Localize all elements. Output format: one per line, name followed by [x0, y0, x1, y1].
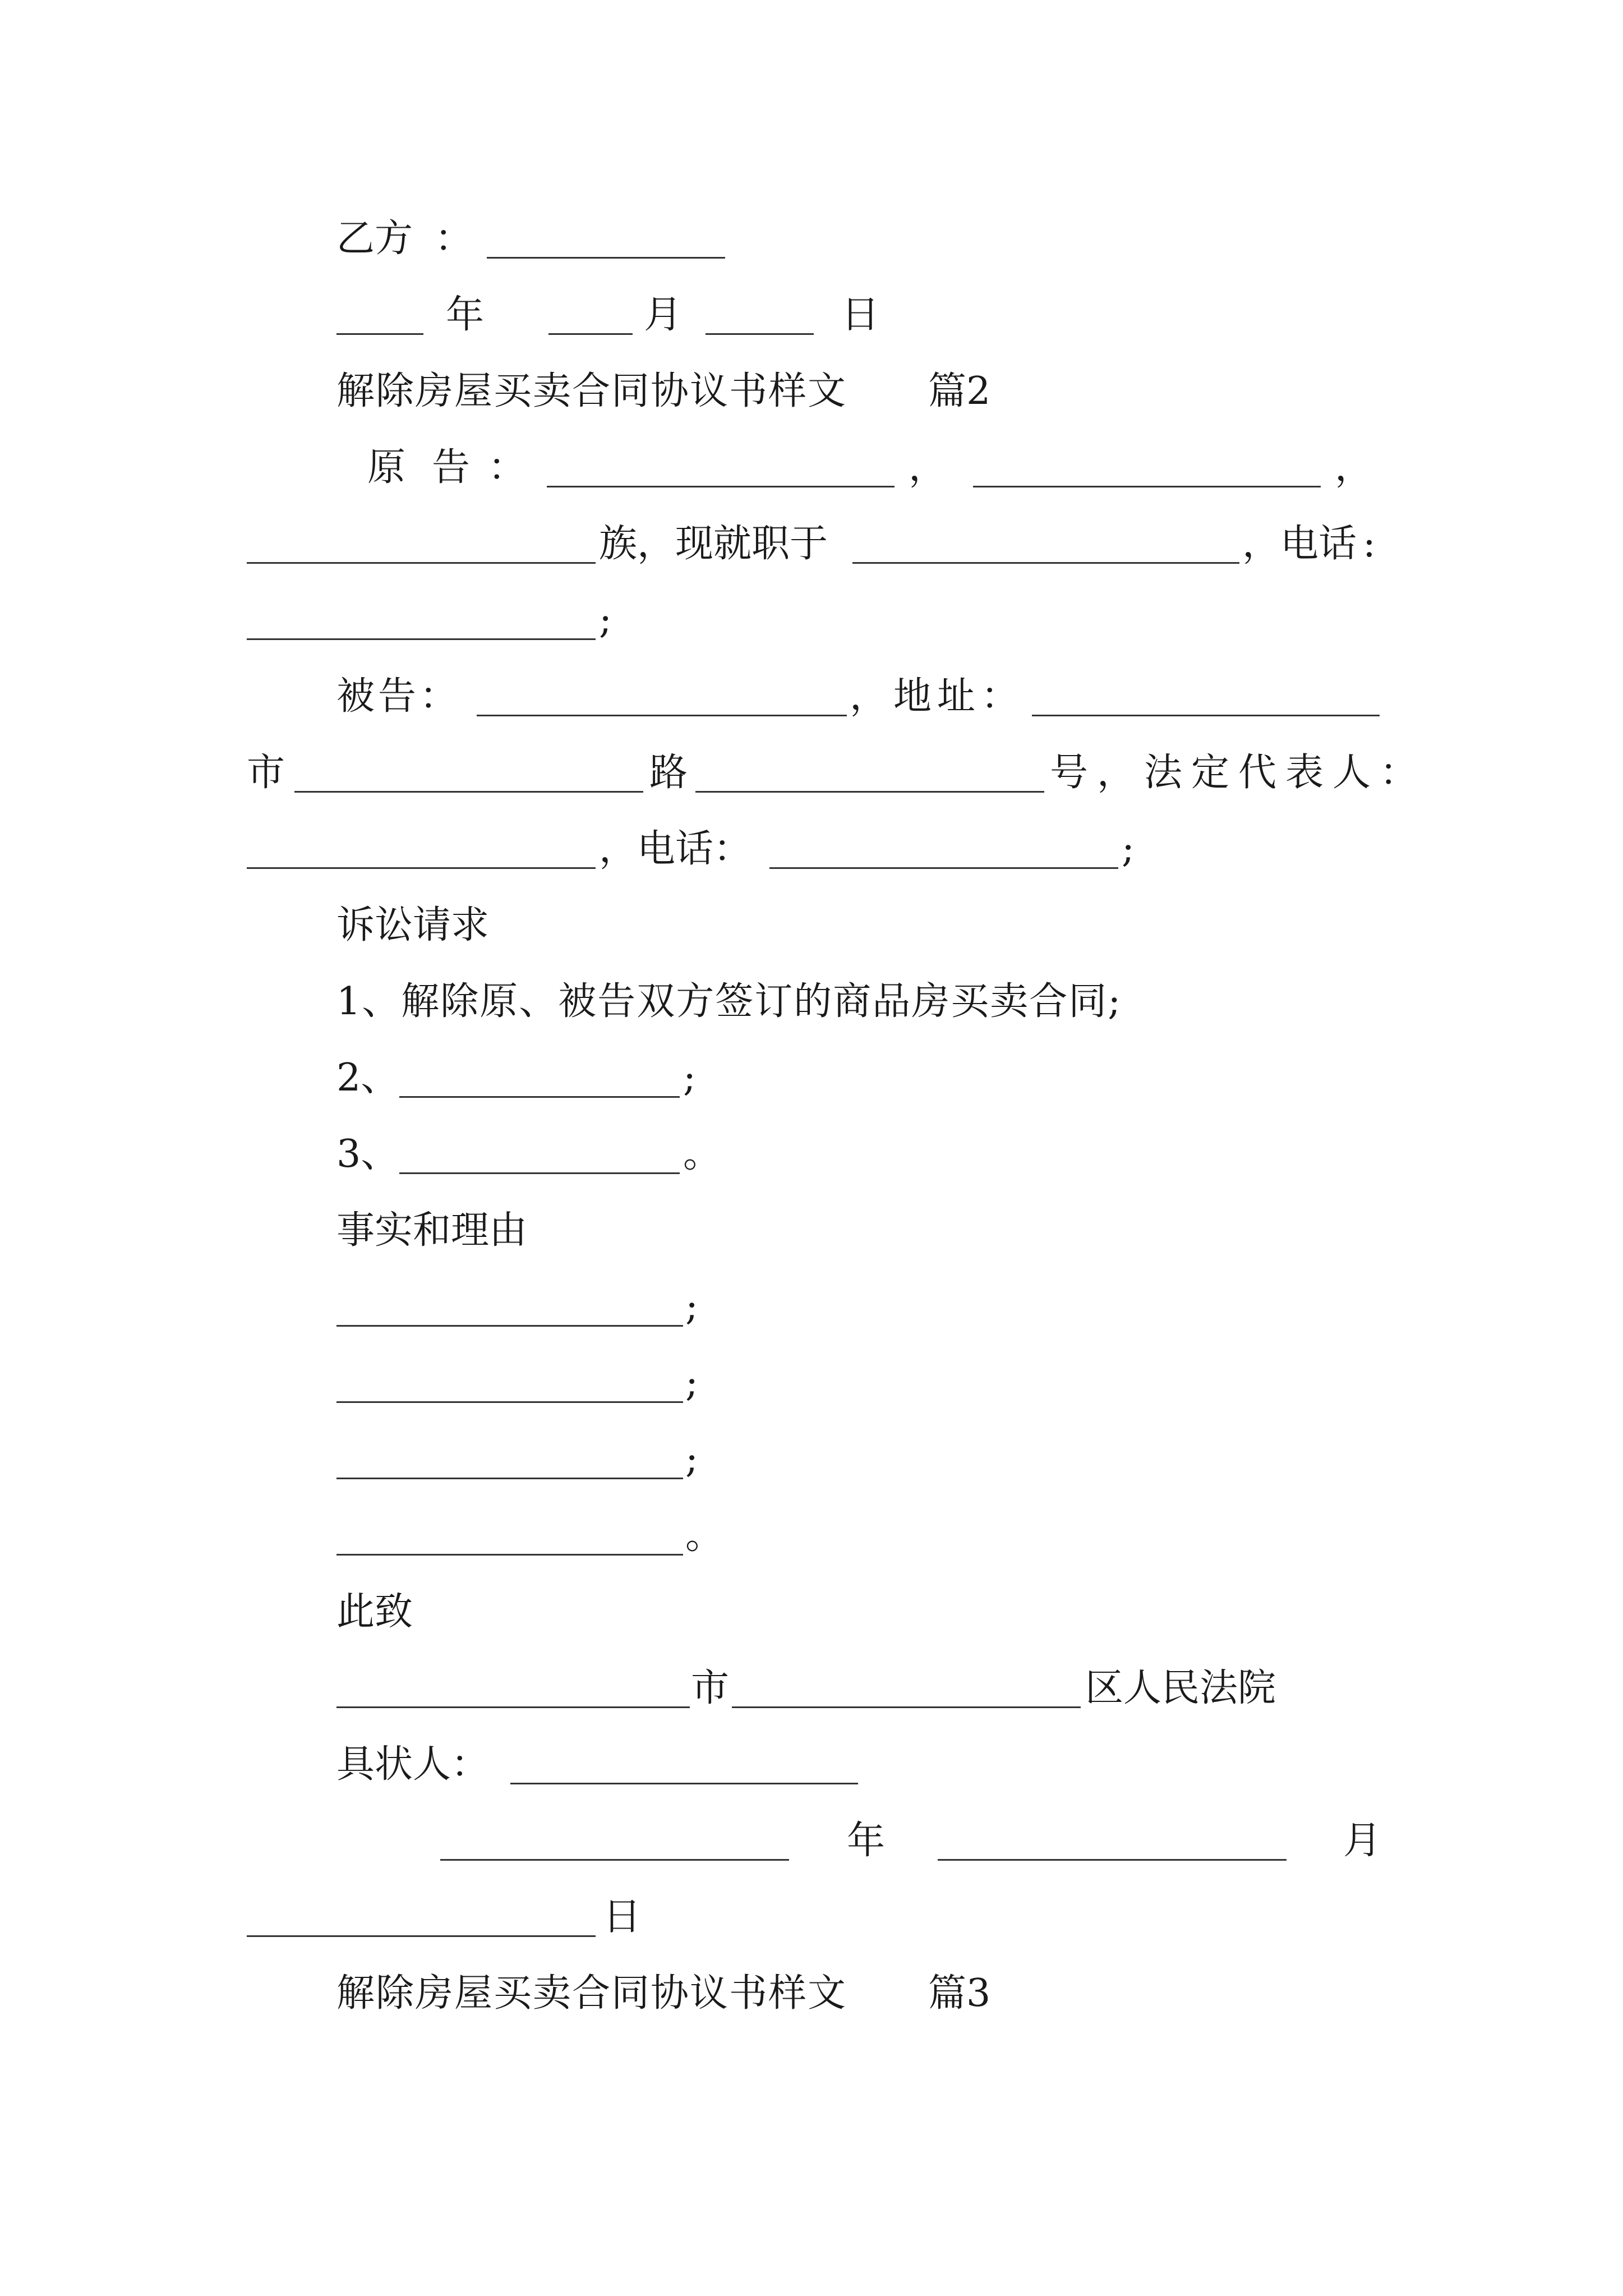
closing-court-line [0, 1655, 1623, 1722]
closing-respect-line [0, 1579, 1623, 1646]
closing-year: 年 [847, 1819, 886, 1863]
heading-3-number: 篇3 [928, 1971, 991, 2016]
defendant-semicolon: ; [1122, 827, 1135, 871]
claims-title-line [0, 892, 1623, 959]
closing-court-name: 区人民法院 [1085, 1666, 1276, 1710]
date-top-day: 日 [841, 293, 880, 337]
closing-day: 日 [603, 1895, 642, 1939]
plaintiff-name-blank[interactable] [547, 486, 895, 487]
closing-court-city: 市 [691, 1666, 730, 1710]
plaintiff-nation-blank[interactable] [247, 562, 596, 564]
facts-line-1-end: ; [685, 1285, 698, 1329]
defendant-line-2 [0, 739, 1623, 807]
closing-signer-line [0, 1731, 1623, 1798]
defendant-city: 市 [247, 751, 285, 795]
yifang-line [0, 205, 1623, 273]
closing-court-city-blank[interactable] [336, 1706, 690, 1708]
plaintiff-gender-blank[interactable] [973, 486, 1321, 487]
date-top-year-blank[interactable] [336, 333, 423, 335]
plaintiff-line-3 [0, 587, 1623, 654]
claims-title: 诉讼请求 [336, 903, 490, 947]
heading-2-title: 解除房屋买卖合同协议书样文 [336, 369, 847, 413]
plaintiff-phone-colon: : [1363, 522, 1376, 566]
defendant-rep-text: 号，法定代表人： [1050, 751, 1427, 795]
claims-item-1-text: 1、解除原、被告双方签订的商品房买卖合同; [336, 979, 1122, 1024]
claims-item-3 [0, 1121, 1623, 1188]
heading-3 [0, 1960, 1623, 2027]
heading-3-title: 解除房屋买卖合同协议书样文 [336, 1971, 847, 2016]
yifang-blank[interactable] [487, 257, 725, 259]
facts-line-2-end: ; [685, 1361, 698, 1405]
plaintiff-employer-blank[interactable] [852, 562, 1239, 564]
closing-month: 月 [1343, 1819, 1382, 1863]
date-top-day-blank[interactable] [706, 333, 814, 335]
facts-title-line [0, 1197, 1623, 1264]
defendant-address-blank[interactable] [1032, 715, 1380, 716]
defendant-name-blank[interactable] [477, 715, 847, 716]
plaintiff-line-1 [0, 434, 1623, 501]
plaintiff-label-2: 告 [432, 445, 471, 490]
yifang-colon: ： [435, 217, 473, 261]
facts-title: 事实和理由 [336, 1208, 528, 1253]
date-top-line [0, 282, 1623, 349]
defendant-phone-text: ，电话： [599, 827, 752, 871]
defendant-label: 被告： [336, 674, 462, 719]
claims-item-3-end: 。 [683, 1132, 722, 1176]
defendant-line-1 [0, 663, 1623, 730]
date-top-month: 月 [644, 293, 683, 337]
plaintiff-phone-blank[interactable] [247, 638, 596, 640]
closing-signer-blank[interactable] [510, 1783, 858, 1784]
plaintiff-semicolon: ; [599, 598, 612, 642]
heading-2-number: 篇2 [928, 369, 991, 413]
date-top-month-blank[interactable] [548, 333, 633, 335]
plaintiff-label-1: 原 [367, 445, 406, 490]
facts-line-3-blank[interactable] [336, 1478, 683, 1479]
plaintiff-line-2 [0, 510, 1623, 578]
defendant-line-3 [0, 816, 1623, 883]
claims-item-3-num: 3、 [336, 1132, 399, 1176]
claims-item-2 [0, 1045, 1623, 1112]
facts-line-2-blank[interactable] [336, 1401, 683, 1403]
closing-day-blank[interactable] [247, 1935, 596, 1937]
closing-year-blank[interactable] [440, 1859, 789, 1861]
defendant-city-blank[interactable] [294, 791, 643, 793]
closing-month-blank[interactable] [938, 1859, 1287, 1861]
defendant-phone-blank[interactable] [769, 867, 1118, 869]
heading-2 [0, 358, 1623, 425]
facts-line-1 [0, 1273, 1623, 1341]
claims-item-2-num: 2、 [336, 1056, 399, 1100]
facts-line-2 [0, 1350, 1623, 1417]
claims-item-3-blank[interactable] [399, 1172, 680, 1174]
plaintiff-comma-1: ， [909, 445, 947, 490]
claims-item-2-blank[interactable] [399, 1096, 680, 1098]
closing-respect: 此致 [336, 1590, 413, 1634]
facts-line-1-blank[interactable] [336, 1325, 683, 1327]
date-top-year: 年 [446, 293, 485, 337]
closing-date-line-2 [0, 1884, 1623, 1951]
defendant-road-blank[interactable] [695, 791, 1044, 793]
defendant-address-text: ，地址： [850, 674, 1025, 719]
facts-line-4 [0, 1502, 1623, 1570]
facts-line-3-end: ; [685, 1437, 698, 1481]
facts-line-4-blank[interactable] [336, 1554, 683, 1556]
plaintiff-phone-text: ，电话 [1242, 522, 1357, 566]
defendant-rep-blank[interactable] [247, 867, 596, 869]
plaintiff-nation-text: 族，现就职于 [599, 522, 828, 566]
facts-line-4-end: 。 [685, 1513, 724, 1558]
closing-date-line-1 [0, 1807, 1623, 1875]
closing-signer-label: 具状人： [336, 1742, 490, 1787]
yifang-label: 乙方 [336, 217, 413, 261]
defendant-road: 路 [649, 751, 688, 795]
facts-line-3 [0, 1426, 1623, 1493]
closing-court-district-blank[interactable] [732, 1706, 1081, 1708]
plaintiff-colon: ： [488, 445, 527, 490]
claims-item-1 [0, 968, 1623, 1036]
claims-item-2-end: ; [683, 1056, 696, 1100]
plaintiff-comma-2: ， [1335, 445, 1373, 490]
